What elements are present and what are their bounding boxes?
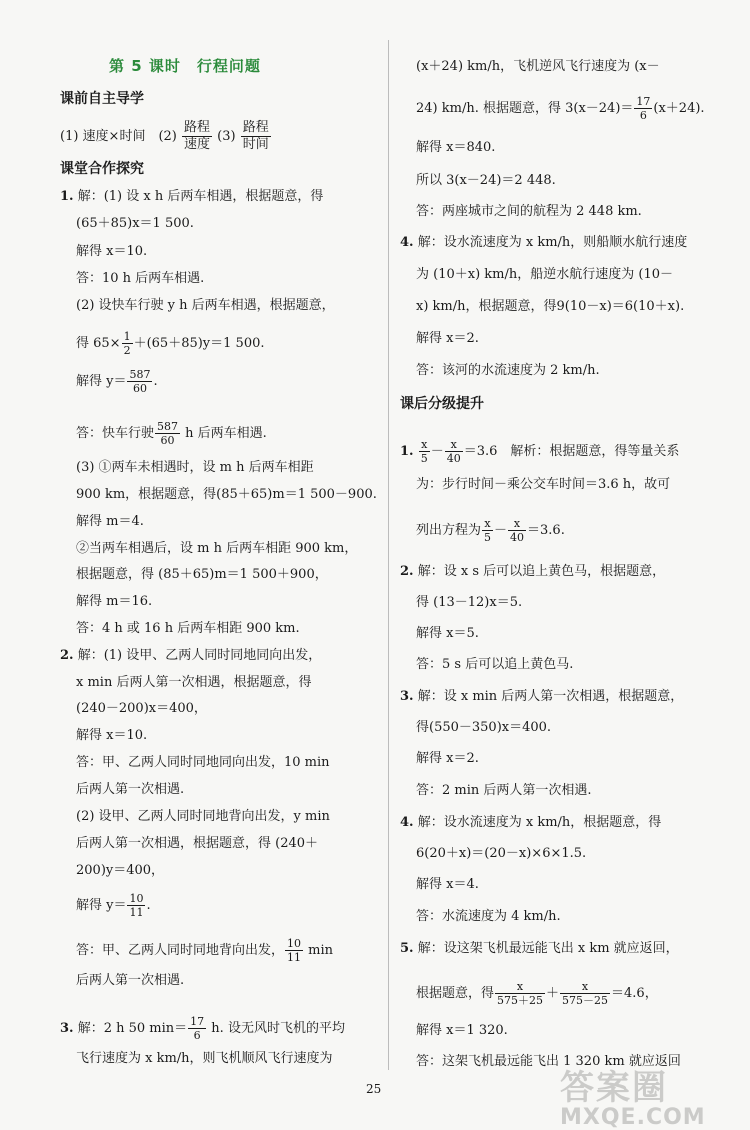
text-line: 解得 x＝10.	[76, 244, 148, 259]
text-line: 后两人第一次相遇.	[76, 973, 185, 988]
question-2-line	[400, 563, 665, 581]
text: 解：设 x s 后可以追上黄色马，根据题意，	[417, 564, 666, 579]
text: 解：(1) 设 x h 后两车相遇，根据题意，得	[77, 189, 324, 204]
text-line: 后两人第一次相遇，根据题意，得 (240＋	[76, 836, 319, 851]
text-line: 解得 m＝16.	[76, 594, 153, 609]
text-line: 答：该河的水流速度为 2 km/h.	[416, 363, 600, 378]
text-line: 解得 x＝1 320.	[416, 1023, 508, 1038]
fraction: $\frac{x}{5}$	[420, 438, 428, 465]
watermark-text: 答案圈	[560, 1068, 668, 1108]
question-3-line	[400, 688, 683, 706]
text-line: 答：两座城市之间的航程为 2 448 km.	[416, 204, 642, 219]
fraction: $\frac{1}{2}$	[123, 330, 131, 357]
fraction: $\frac{x}{575+25}$	[497, 980, 544, 1007]
coop-heading: 课堂合作探究	[60, 161, 144, 177]
text-line: 为：步行时间－乘公交车时间＝3.6 h，故可	[416, 477, 671, 492]
text-line: 200)y＝400，	[76, 863, 165, 878]
text-line: (65＋85)x＝1 500.	[76, 216, 194, 231]
text-line: 解得 y＝ $\frac{587}{60}$ .	[76, 368, 158, 395]
problem-1-line	[60, 188, 323, 206]
problem-number: 3.	[60, 1021, 74, 1036]
text-line: 答：甲、乙两人同时同地背向出发， $\frac{10}{11}$ min	[76, 937, 334, 964]
text-line: 列出方程为 $\frac{x}{5}$ － $\frac{x}{40}$ ＝3.6.	[416, 517, 565, 544]
problem-number: 4.	[400, 815, 414, 830]
text-line: 答：快车行驶 $\frac{587}{60}$ h 后两车相遇.	[76, 420, 267, 447]
text-line: (3) ①两车未相遇时，设 m h 后两车相距	[76, 460, 314, 475]
site-watermark	[560, 1060, 706, 1130]
answer-text: (1) 速度×时间 (2)	[60, 129, 177, 144]
text-line: 解得 x＝2.	[416, 331, 479, 346]
text-line: 答：甲、乙两人同时同地同向出发，10 min	[76, 755, 330, 770]
question-4-line	[400, 814, 661, 832]
lesson-title: 第 5 课时 行程问题	[109, 57, 261, 75]
problem-number: 3.	[400, 689, 414, 704]
text-line: 得 (13－12)x＝5.	[416, 595, 523, 610]
text: 解：设水流速度为 x km/h，则船顺水航行速度	[417, 235, 688, 250]
text-line: 答：10 h 后两车相遇.	[76, 271, 205, 286]
text: 解：设这架飞机最远能飞出 x km 就应返回，	[417, 941, 679, 956]
text-line: 6(20＋x)＝(20－x)×6×1.5.	[416, 846, 587, 861]
problem-number: 4.	[400, 235, 414, 250]
page-number: 25	[366, 1082, 382, 1096]
problem-number: 2.	[400, 564, 414, 579]
text-line: 答：5 s 后可以追上黄色马.	[416, 657, 574, 672]
problem-3-line: 3. 解：2 h 50 min＝ $\frac{17}{6}$ h. 设无风时飞机的平均	[60, 1015, 345, 1042]
text-line: 解得 x＝5.	[416, 626, 479, 641]
problem-number: 1.	[400, 444, 414, 459]
text-line: x min 后两人第一次相遇，根据题意，得	[76, 675, 312, 690]
fraction: $\frac{10}{11}$	[129, 892, 144, 919]
text-line: 24) km/h. 根据题意，得 3(x－24)＝ $\frac{17}{6}$ (x＋24).	[416, 95, 705, 122]
text-line: 解得 m＝4.	[76, 514, 144, 529]
column-divider	[388, 40, 389, 1070]
text-line: 根据题意，得 (85＋65)m＝1 500＋900，	[76, 567, 328, 582]
post-class-heading: 课后分级提升	[400, 396, 484, 412]
text-line: 得 65× $\frac{1}{2}$ ＋(65＋85)y＝1 500.	[76, 330, 265, 357]
problem-number: 5.	[400, 941, 414, 956]
text-line: 飞行速度为 x km/h，则飞机顺风飞行速度为	[76, 1051, 333, 1066]
text-line: 解得 x＝10.	[76, 728, 148, 743]
fraction: $\frac{\text{路程}}{\text{速度}}$	[184, 120, 211, 152]
text-line: 答：水流速度为 4 km/h.	[416, 909, 561, 924]
fraction: $\frac{x}{575-25}$	[562, 980, 609, 1007]
text-line: 答：2 min 后两人第一次相遇.	[416, 783, 592, 798]
fraction: $\frac{\text{路程}}{\text{时间}}$	[242, 120, 269, 152]
text-line: 为 (10＋x) km/h，船逆水航行速度为 (10－	[416, 267, 673, 282]
fraction: $\frac{587}{60}$	[157, 420, 179, 447]
text-line: 根据题意，得 $\frac{x}{575+25}$ ＋ $\frac{x}{575-25}$ ＝4.6，	[416, 980, 658, 1007]
text: 解：设 x min 后两人第一次相遇，根据题意，	[417, 689, 684, 704]
fraction: $\frac{x}{5}$	[484, 517, 492, 544]
watermark-domain: MXQE.COM	[560, 1105, 706, 1130]
question-5-line	[400, 940, 679, 958]
answer-text: (3)	[217, 129, 236, 144]
text-line: 答：这架飞机最远能飞出 1 320 km 就应返回	[416, 1054, 681, 1069]
text-line: (2) 设快车行驶 y h 后两车相遇，根据题意，	[76, 298, 335, 313]
text-line: ②当两车相遇后，设 m h 后两车相距 900 km，	[76, 541, 358, 556]
text-line: 答：4 h 或 16 h 后两车相距 900 km.	[76, 621, 300, 636]
text-line: x) km/h，根据题意，得9(10－x)＝6(10＋x).	[416, 299, 685, 314]
fraction: $\frac{x}{40}$	[510, 517, 525, 544]
text-line: 解得 y＝ $\frac{10}{11}$ .	[76, 892, 151, 919]
fraction: $\frac{x}{40}$	[446, 438, 461, 465]
problem-number: 1.	[60, 189, 74, 204]
text: 解：(1) 设甲、乙两人同时同地同向出发，	[77, 648, 322, 663]
fraction: $\frac{587}{60}$	[129, 368, 151, 395]
text: 解：设水流速度为 x km/h，根据题意，得	[417, 815, 662, 830]
text-line: 900 km，根据题意，得(85＋65)m＝1 500－900.	[76, 487, 377, 502]
fraction: $\frac{10}{11}$	[287, 937, 302, 964]
problem-number: 2.	[60, 648, 74, 663]
text-line: 后两人第一次相遇.	[76, 782, 185, 797]
text-line: (x＋24) km/h，飞机逆风飞行速度为 (x－	[416, 59, 660, 74]
fraction: $\frac{17}{6}$	[636, 95, 651, 122]
text-line: 得(550－350)x＝400.	[416, 720, 552, 735]
pre-class-heading: 课前自主导学	[60, 91, 144, 107]
text-line: (240－200)x＝400，	[76, 701, 207, 716]
text-line: 解得 x＝4.	[416, 877, 479, 892]
text-line: 解得 x＝840.	[416, 140, 496, 155]
text-line: (2) 设甲、乙两人同时同地背向出发，y min	[76, 809, 330, 824]
text-line: 解得 x＝2.	[416, 751, 479, 766]
problem-4-line	[400, 234, 687, 252]
pre-class-answers	[60, 120, 272, 153]
text-line: 所以 3(x－24)＝2 448.	[416, 173, 556, 188]
problem-2-line	[60, 647, 321, 665]
question-1-line: 1. $\frac{x}{5}$ － $\frac{x}{40}$ ＝3.6 解析：根据题意，得等量关系	[400, 438, 680, 465]
fraction: $\frac{17}{6}$	[190, 1015, 205, 1042]
